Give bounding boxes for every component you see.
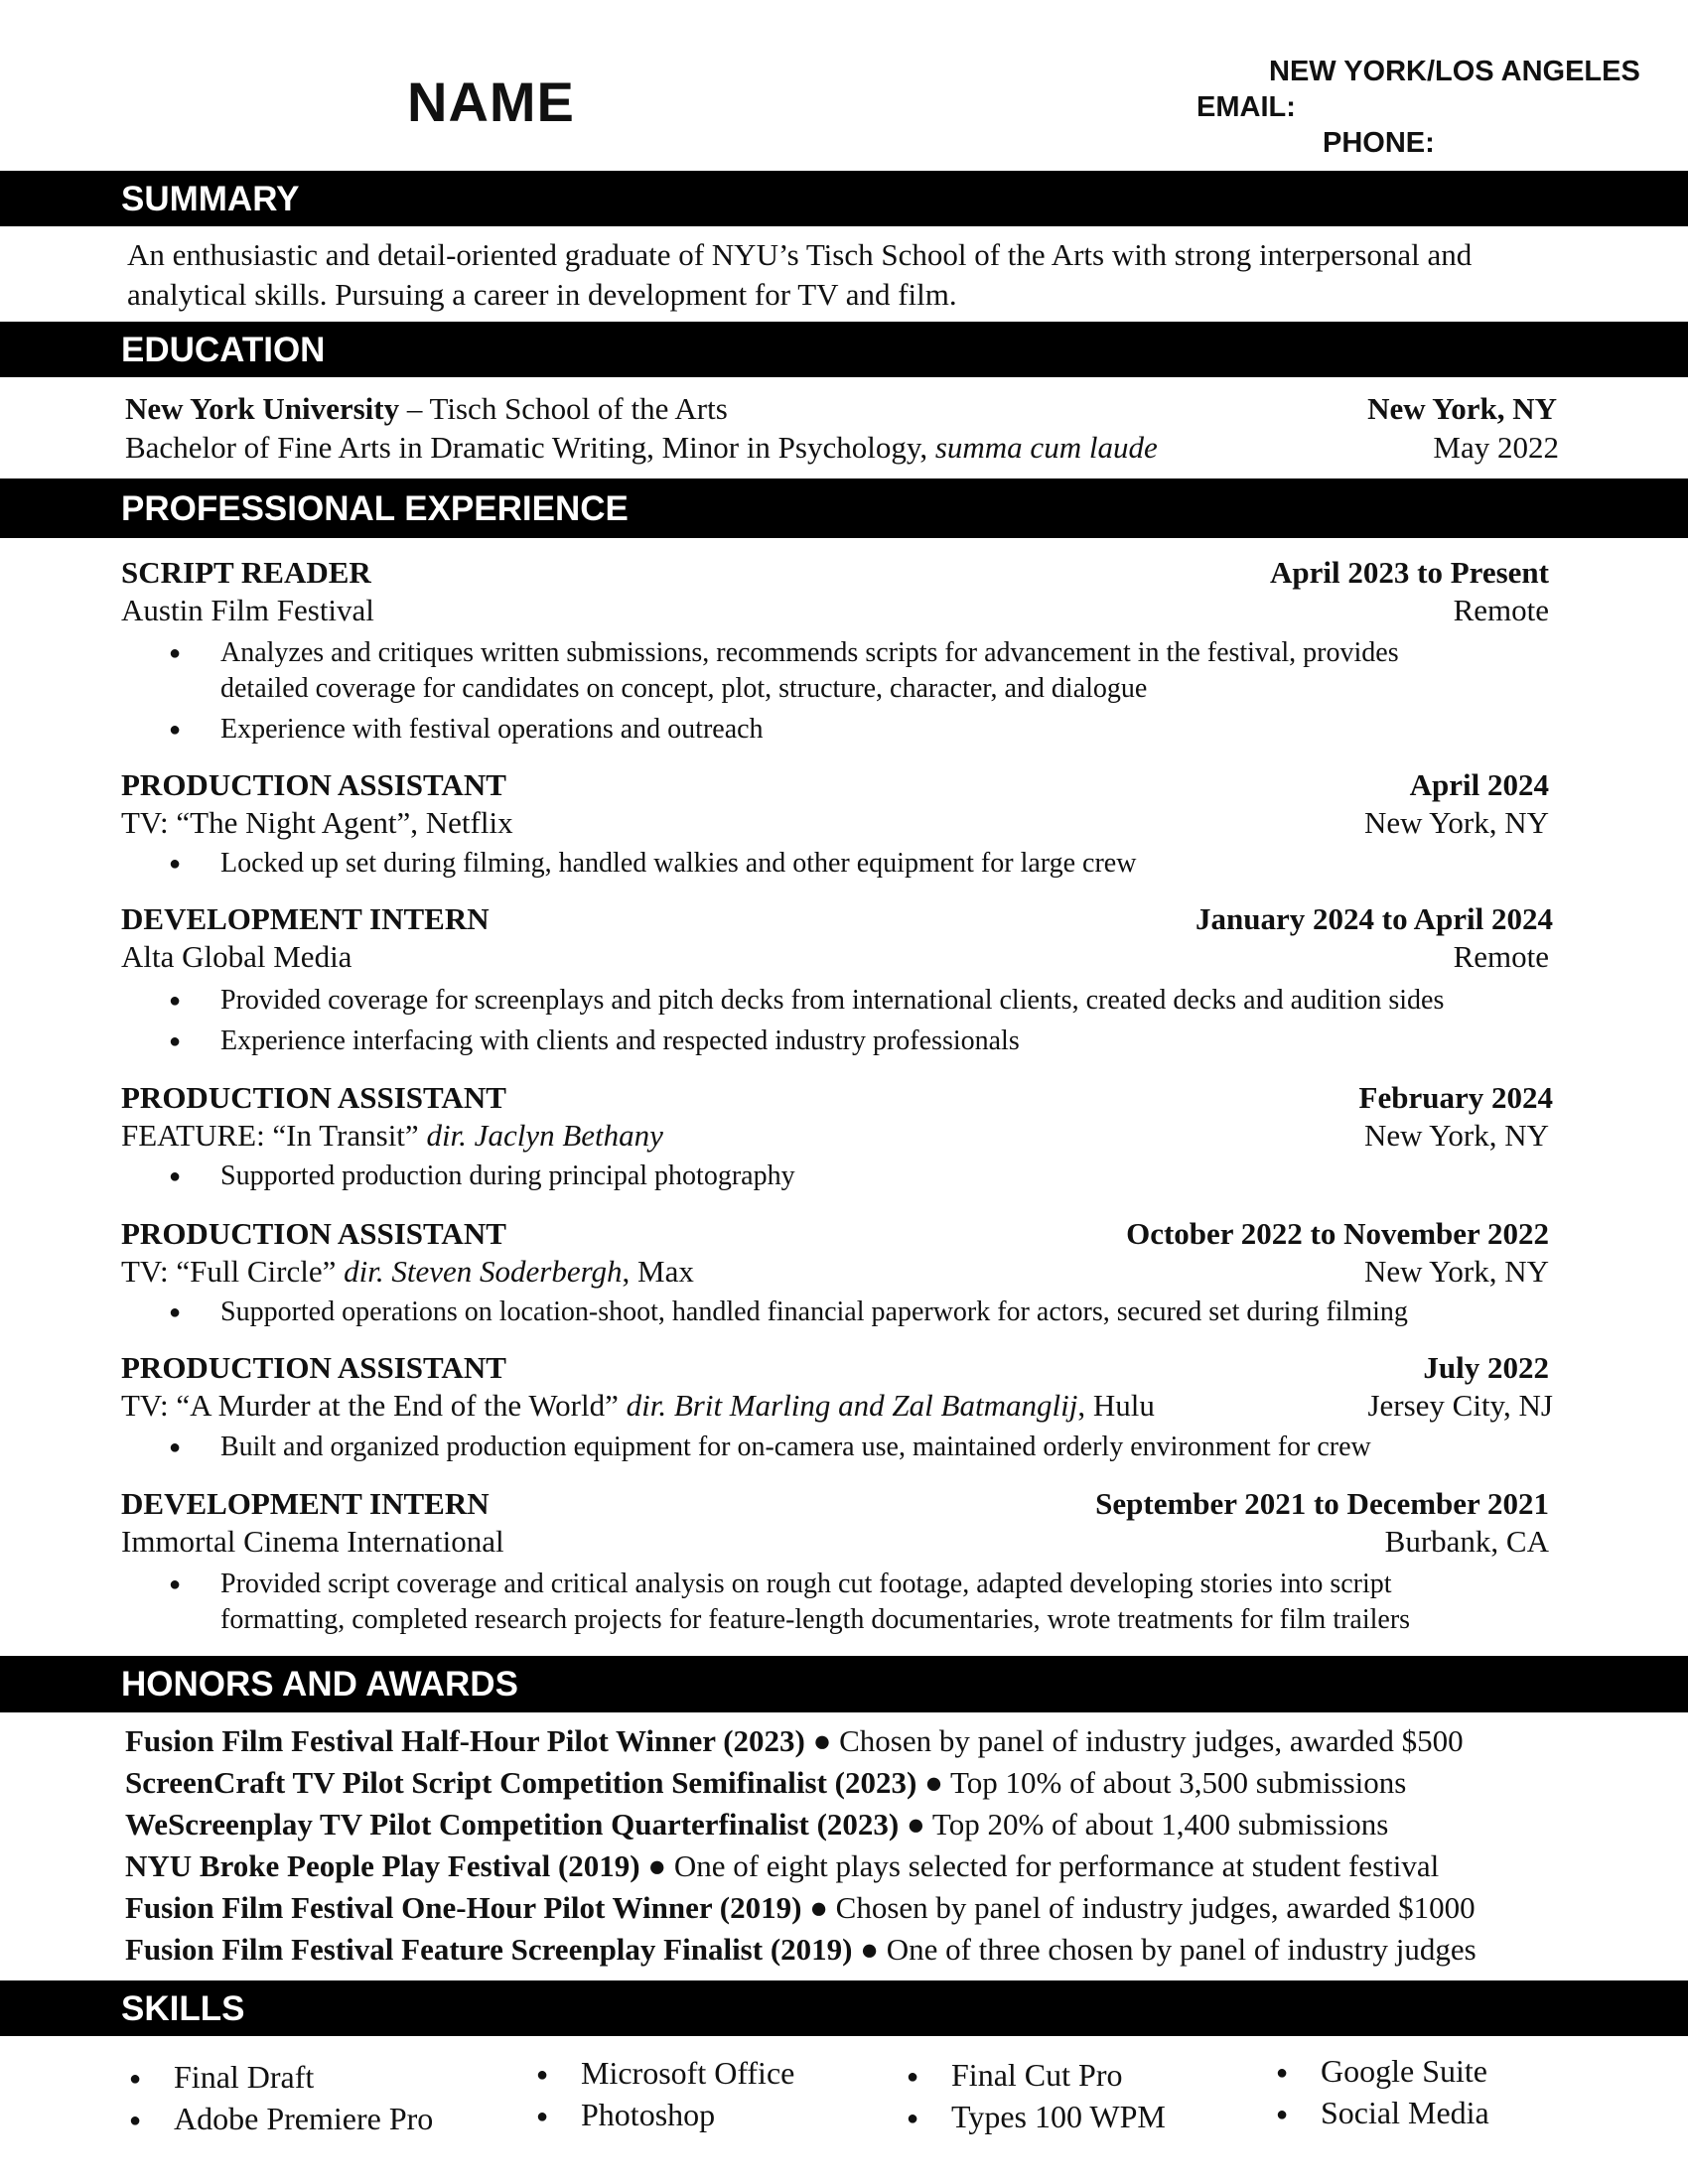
location: NEW YORK/LOS ANGELES (1269, 56, 1640, 87)
skill-item: ● Adobe Premiere Pro (174, 2099, 433, 2138)
job-bullets (169, 1159, 1559, 1199)
honors-heading: HONORS AND AWARDS (0, 1656, 1688, 1712)
skill-item: ● Final Draft (174, 2057, 314, 2097)
school-name: New York University (125, 391, 400, 426)
skill-item: ● Photoshop (581, 2095, 715, 2134)
list-item: ● Locked up set during filming, handled walkies and other equipment for large crew (169, 846, 1559, 882)
list-item: ● Experience with festival operations and outreach (169, 712, 1479, 748)
graduation-date: May 2022 (1433, 430, 1559, 465)
list-item: ● Provided coverage for screenplays and pitch decks from international clients, created decks and audition sides (169, 983, 1559, 1019)
job-title-row: DEVELOPMENT INTERN January 2024 to April 2024 (121, 901, 1553, 936)
honor-item: Fusion Film Festival Feature Screenplay Finalist (2019) ● One of three chosen by panel of industry judges (125, 1932, 1477, 1967)
skill-item: ● Final Cut Pro (951, 2055, 1122, 2095)
job-org-row: TV: “The Night Agent”, Netflix New York, NY (121, 805, 1549, 840)
skills-heading: SKILLS (0, 1980, 1688, 2036)
job-title-row: PRODUCTION ASSISTANT July 2022 (121, 1350, 1549, 1385)
job-title-row: SCRIPT READER April 2023 to Present (121, 555, 1549, 590)
list-item: ● Supported production during principal photography (169, 1159, 1559, 1194)
job-bullets (169, 635, 1479, 752)
list-item: ● Experience interfacing with clients and respected industry professionals (169, 1024, 1559, 1059)
honor-item: NYU Broke People Play Festival (2019) ● One of eight plays selected for performance at student festival (125, 1848, 1440, 1883)
job-org-row: TV: “Full Circle” dir. Steven Soderbergh, Max New York, NY (121, 1254, 1549, 1289)
phone-label: PHONE: (1323, 127, 1435, 159)
job-bullets (169, 846, 1559, 887)
skill-item: ● Google Suite (1321, 2051, 1487, 2091)
job-org-row: Austin Film Festival Remote (121, 593, 1549, 627)
summary-heading: SUMMARY (0, 171, 1688, 226)
job-bullets (169, 983, 1559, 1064)
list-item: ● Supported operations on location-shoot, handled financial paperwork for actors, secured set during filming (169, 1295, 1559, 1330)
job-bullets (169, 1295, 1559, 1335)
job-org-row: FEATURE: “In Transit” dir. Jaclyn Bethany New York, NY (121, 1118, 1549, 1153)
education-degree-row: Bachelor of Fine Arts in Dramatic Writing, Minor in Psychology, summa cum laude May 2022 (125, 430, 1559, 465)
job-org-row: Alta Global Media Remote (121, 939, 1549, 974)
list-item: ● Analyzes and critiques written submissions, recommends scripts for advancement in the festival, provides detailed coverage for candidates on concept, plot, structure, character, and dialogue (169, 635, 1479, 707)
list-item: ● Provided script coverage and critical analysis on rough cut footage, adapted developing stories into script formatting, completed research projects for feature-length documentaries, wrote treatments for film trailers (169, 1567, 1479, 1638)
summary-text: An enthusiastic and detail-oriented graduate of NYU’s Tisch School of the Arts with strong interpersonal and analytical skills. Pursuing a career in development for TV and film. (127, 237, 1473, 312)
job-bullets (169, 1567, 1479, 1643)
job-bullets (169, 1430, 1559, 1470)
job-title-row: PRODUCTION ASSISTANT October 2022 to November 2022 (121, 1216, 1549, 1251)
school-location: New York, NY (1367, 391, 1557, 426)
skill-item: ● Types 100 WPM (951, 2097, 1166, 2136)
honor-item: ScreenCraft TV Pilot Script Competition Semifinalist (2023) ● Top 10% of about 3,500 submissions (125, 1765, 1407, 1800)
education-school-row: New York University – Tisch School of the Arts New York, NY (125, 391, 1557, 426)
job-title-row: DEVELOPMENT INTERN September 2021 to December 2021 (121, 1486, 1549, 1521)
education-heading: EDUCATION (0, 322, 1688, 377)
job-org-row: Immortal Cinema International Burbank, CA (121, 1524, 1549, 1559)
honor-item: Fusion Film Festival One-Hour Pilot Winner (2019) ● Chosen by panel of industry judges, awarded $1000 (125, 1890, 1476, 1925)
honor-item: Fusion Film Festival Half-Hour Pilot Winner (2023) ● Chosen by panel of industry judges, awarded $500 (125, 1723, 1464, 1758)
list-item: ● Built and organized production equipment for on-camera use, maintained orderly environment for crew (169, 1430, 1559, 1465)
job-org-row: TV: “A Murder at the End of the World” dir. Brit Marling and Zal Batmanglij, Hulu Jersey City, NJ (121, 1388, 1553, 1423)
job-title-row: PRODUCTION ASSISTANT February 2024 (121, 1080, 1553, 1115)
job-title-row: PRODUCTION ASSISTANT April 2024 (121, 767, 1549, 802)
skill-item: ● Social Media (1321, 2093, 1489, 2132)
skill-item: ● Microsoft Office (581, 2053, 794, 2093)
experience-heading: PROFESSIONAL EXPERIENCE (0, 478, 1688, 538)
resume-name: NAME (407, 70, 575, 133)
email-label: EMAIL: (1196, 91, 1296, 123)
honor-item: WeScreenplay TV Pilot Competition Quarterfinalist (2023) ● Top 20% of about 1,400 submissions (125, 1807, 1389, 1842)
